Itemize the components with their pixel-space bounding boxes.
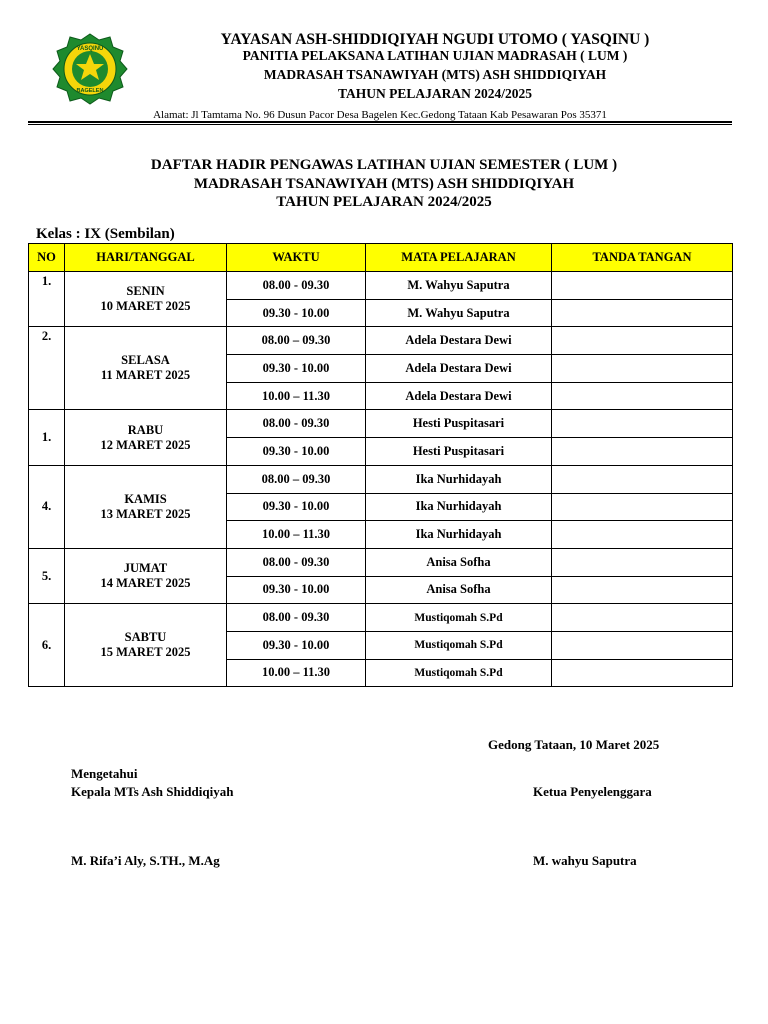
header-day: HARI/TANGGAL [65,244,227,272]
table-row [29,410,733,438]
time-slot: 08.00 – 09.30 [227,327,366,355]
row-number: 1. [29,272,65,327]
day-name: KAMIS [124,491,167,506]
day-date-cell [65,465,227,548]
proctor-name: Hesti Puspitasari [366,438,552,466]
proctor-name: Adela Destara Dewi [366,327,552,355]
signature-cell[interactable] [552,659,733,687]
exam-date: 14 MARET 2025 [100,576,191,591]
day-date-cell [65,410,227,465]
principal-role: Kepala MTs Ash Shiddiqiyah [71,784,234,799]
proctor-name: Adela Destara Dewi [366,382,552,410]
time-slot: 08.00 - 09.30 [227,410,366,438]
time-slot: 09.30 - 10.00 [227,493,366,521]
proctor-name: Anisa Sofha [366,576,552,604]
time-slot: 09.30 - 10.00 [227,438,366,466]
proctor-name: Ika Nurhidayah [366,493,552,521]
table-header-row [29,244,733,272]
signature-cell[interactable] [552,576,733,604]
row-number: 6. [29,604,65,687]
school-name: MADRASAH TSANAWIYAH (MTS) ASH SHIDDIQIYAH [263,67,607,82]
proctor-name: Hesti Puspitasari [366,410,552,438]
exam-date: 15 MARET 2025 [100,645,191,660]
table-row [29,327,733,355]
table-row [29,548,733,576]
signature-cell[interactable] [552,438,733,466]
exam-date: 10 MARET 2025 [100,299,191,314]
day-date-cell [65,548,227,603]
signature-cell[interactable] [552,410,733,438]
day-name: SELASA [121,353,170,368]
proctor-name: Anisa Sofha [366,548,552,576]
row-number: 4. [29,465,65,548]
time-slot: 10.00 – 11.30 [227,659,366,687]
signature-cell[interactable] [552,272,733,300]
proctor-name: Ika Nurhidayah [366,465,552,493]
row-number: 5. [29,548,65,603]
time-slot: 08.00 – 09.30 [227,465,366,493]
chair-name: M. wahyu Saputra [533,853,637,868]
chair-role: Ketua Penyelenggara [533,784,652,799]
row-number: 2. [29,327,65,410]
proctor-name: Ika Nurhidayah [366,521,552,549]
signature-cell[interactable] [552,631,733,659]
header-no: NO [29,244,65,272]
proctor-name: Mustiqomah S.Pd [366,659,552,687]
table-row [29,604,733,632]
proctor-name: Mustiqomah S.Pd [366,631,552,659]
signature-cell[interactable] [552,604,733,632]
attendance-table [28,243,733,687]
header-signature: TANDA TANGAN [552,244,733,272]
committee-name: PANITIA PELAKSANA LATIHAN UJIAN MADRASAH ( LUM ) [242,48,628,63]
time-slot: 09.30 - 10.00 [227,631,366,659]
document-year: TAHUN PELAJARAN 2024/2025 [276,194,492,210]
principal-name: M. Rifa’i Aly, S.TH., M.Ag [71,853,220,868]
header-divider-thin [28,124,732,125]
class-label: Kelas : IX (Sembilan) [36,226,175,242]
signature-cell[interactable] [552,548,733,576]
signature-cell[interactable] [552,465,733,493]
exam-date: 12 MARET 2025 [100,437,191,452]
proctor-name: M. Wahyu Saputra [366,299,552,327]
document-subtitle: MADRASAH TSANAWIYAH (MTS) ASH SHIDDIQIYAH [193,176,575,192]
place-date: Gedong Tataan, 10 Maret 2025 [488,737,660,752]
day-name: RABU [127,422,164,437]
academic-year: TAHUN PELAJARAN 2024/2025 [337,86,532,101]
school-address: Alamat: Jl Tamtama No. 96 Dusun Pacor Desa Bagelen Kec.Gedong Tataan Kab Pesawaran Pos 35371 [153,109,607,121]
time-slot: 08.00 - 09.30 [227,548,366,576]
exam-date: 13 MARET 2025 [100,506,191,521]
school-logo [48,33,132,105]
header-time: WAKTU [227,244,366,272]
acknowledged-label: Mengetahui [71,766,138,781]
signature-cell[interactable] [552,521,733,549]
logo-top-text: YASQINU [76,46,104,52]
signature-cell[interactable] [552,382,733,410]
header-subject: MATA PELAJARAN [366,244,552,272]
day-name: SABTU [124,630,167,645]
time-slot: 09.30 - 10.00 [227,299,366,327]
proctor-name: Adela Destara Dewi [366,355,552,383]
logo-bottom-text: BAGELEN [76,88,104,94]
proctor-name: Mustiqomah S.Pd [366,604,552,632]
time-slot: 10.00 – 11.30 [227,521,366,549]
table-row [29,465,733,493]
signature-cell[interactable] [552,299,733,327]
header-divider [28,121,732,123]
exam-date: 11 MARET 2025 [100,368,191,383]
proctor-name: M. Wahyu Saputra [366,272,552,300]
day-date-cell [65,272,227,327]
day-name: JUMAT [123,561,168,576]
time-slot: 09.30 - 10.00 [227,576,366,604]
time-slot: 08.00 - 09.30 [227,604,366,632]
time-slot: 10.00 – 11.30 [227,382,366,410]
table-row [29,272,733,300]
time-slot: 08.00 - 09.30 [227,272,366,300]
foundation-name: YAYASAN ASH-SHIDDIQIYAH NGUDI UTOMO ( YASQINU ) [220,31,650,48]
signature-cell[interactable] [552,355,733,383]
document-title: DAFTAR HADIR PENGAWAS LATIHAN UJIAN SEMESTER ( LUM ) [150,157,618,173]
signature-cell[interactable] [552,493,733,521]
signature-cell[interactable] [552,327,733,355]
day-date-cell [65,604,227,687]
row-number: 1. [29,410,65,465]
day-name: SENIN [126,284,165,299]
time-slot: 09.30 - 10.00 [227,355,366,383]
day-date-cell [65,327,227,410]
